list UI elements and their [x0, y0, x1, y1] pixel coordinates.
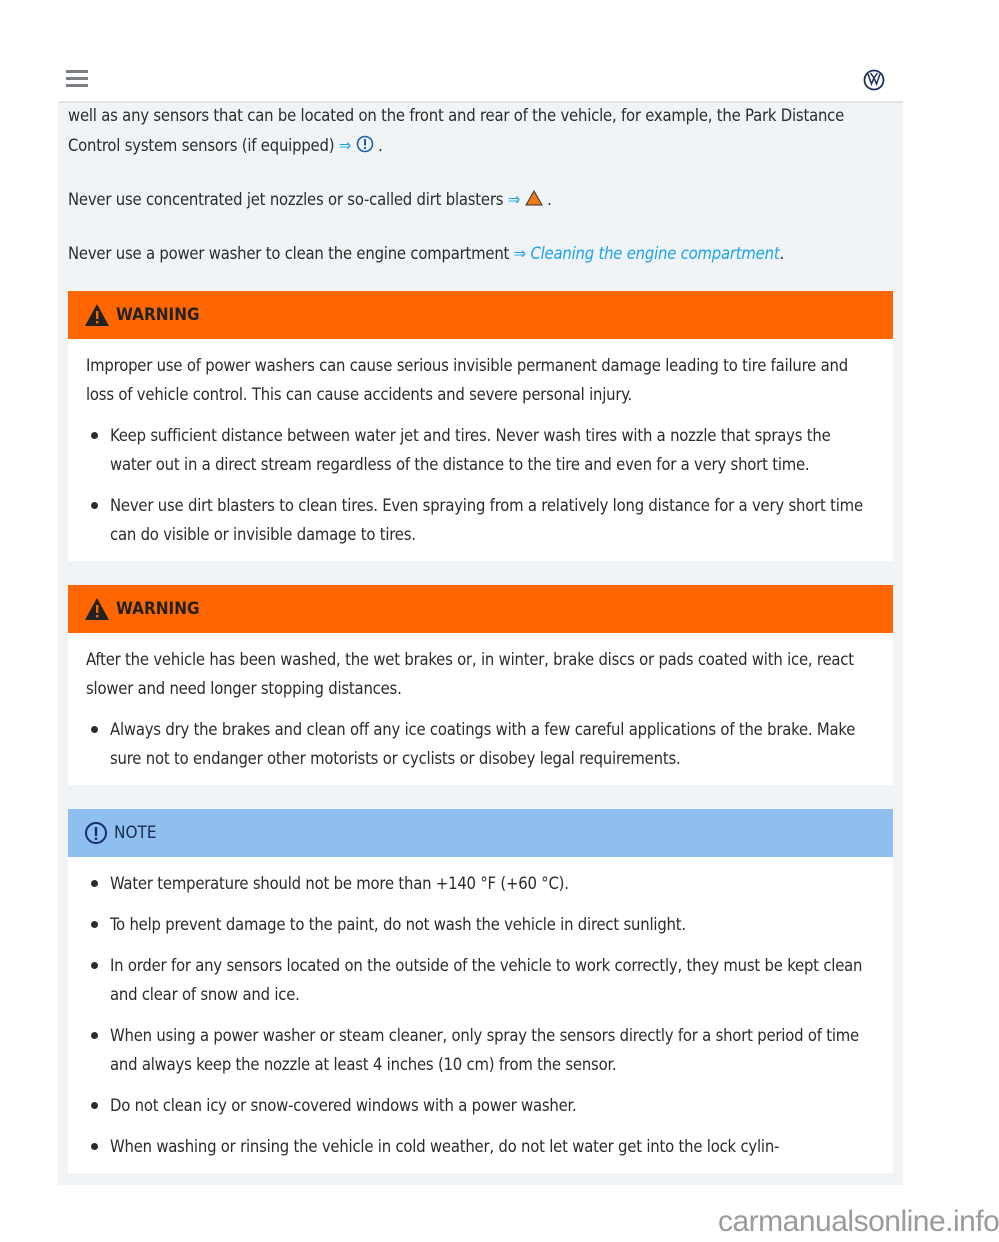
warning-triangle-icon	[525, 190, 543, 206]
watermark: carmanualsonline.info	[718, 1205, 999, 1238]
warning-text: After the vehicle has been washed, the wet brakes or, in winter, brake discs or pads coated with ice, react slower and need longer stopping distances.	[86, 650, 854, 698]
warning-box-tires	[68, 291, 893, 561]
hamburger-menu-icon[interactable]	[66, 70, 88, 88]
manual-content	[58, 103, 903, 1185]
note-exclamation-icon	[356, 135, 374, 153]
list-item: Always dry the brakes and clean off any ice coatings with a few careful applications of the brake. Make sure not to endanger other motorists or cyclists or disobey legal requirements.	[86, 715, 875, 773]
top-bar	[58, 0, 903, 103]
list-item: To help prevent damage to the paint, do not wash the vehicle in direct sunlight.	[86, 910, 875, 939]
note-header: NOTE	[68, 809, 893, 857]
cleaning-engine-compartment-link[interactable]: ⇒ Cleaning the engine compartment	[513, 244, 780, 263]
list-item: Water temperature should not be more than +140 °F (+60 °C).	[86, 869, 875, 898]
note-exclamation-icon	[84, 821, 108, 845]
intro-paragraph-2: Never use concentrated jet nozzles or so-called dirt blasters ⇒ .	[68, 190, 552, 209]
warning-text: Improper use of power washers can cause serious invisible permanent damage leading to tire failure and loss of vehicle control. This can cause accidents and severe personal injury.	[86, 356, 848, 404]
note-box	[68, 809, 893, 1173]
intro-paragraph-3: Never use a power washer to clean the engine compartment ⇒ Cleaning the engine compartment.	[68, 244, 784, 263]
warning-header: WARNING	[68, 585, 893, 633]
list-item: When washing or rinsing the vehicle in cold weather, do not let water get into the lock cylin-	[86, 1132, 875, 1161]
warning-header: WARNING	[68, 291, 893, 339]
list-item: In order for any sensors located on the outside of the vehicle to work correctly, they must be kept clean and clear of snow and ice.	[86, 951, 875, 1009]
list-item: Keep sufficient distance between water jet and tires. Never wash tires with a nozzle that sprays the water out in a direct stream regardless of the distance to the tire and even for a very short time.	[86, 421, 875, 479]
intro-paragraph-1: well as any sensors that can be located on the front and rear of the vehicle, for example, the Park Distance Control system sensors (if equipped) ⇒ .	[68, 106, 845, 155]
volkswagen-logo[interactable]	[863, 69, 885, 91]
list-item: Do not clean icy or snow-covered windows with a power washer.	[86, 1091, 875, 1120]
warning-box-brakes	[68, 585, 893, 785]
list-item: When using a power washer or steam cleaner, only spray the sensors directly for a short period of time and always keep the nozzle at least 4 inches (10 cm) from the sensor.	[86, 1021, 875, 1079]
list-item: Never use dirt blasters to clean tires. Even spraying from a relatively long distance for a very short time can do visible or invisible damage to tires.	[86, 491, 875, 549]
warning-reference-link[interactable]: ⇒	[508, 190, 543, 209]
warning-triangle-icon	[84, 303, 110, 327]
warning-triangle-icon	[84, 597, 110, 621]
note-reference-link[interactable]: ⇒	[339, 136, 374, 155]
